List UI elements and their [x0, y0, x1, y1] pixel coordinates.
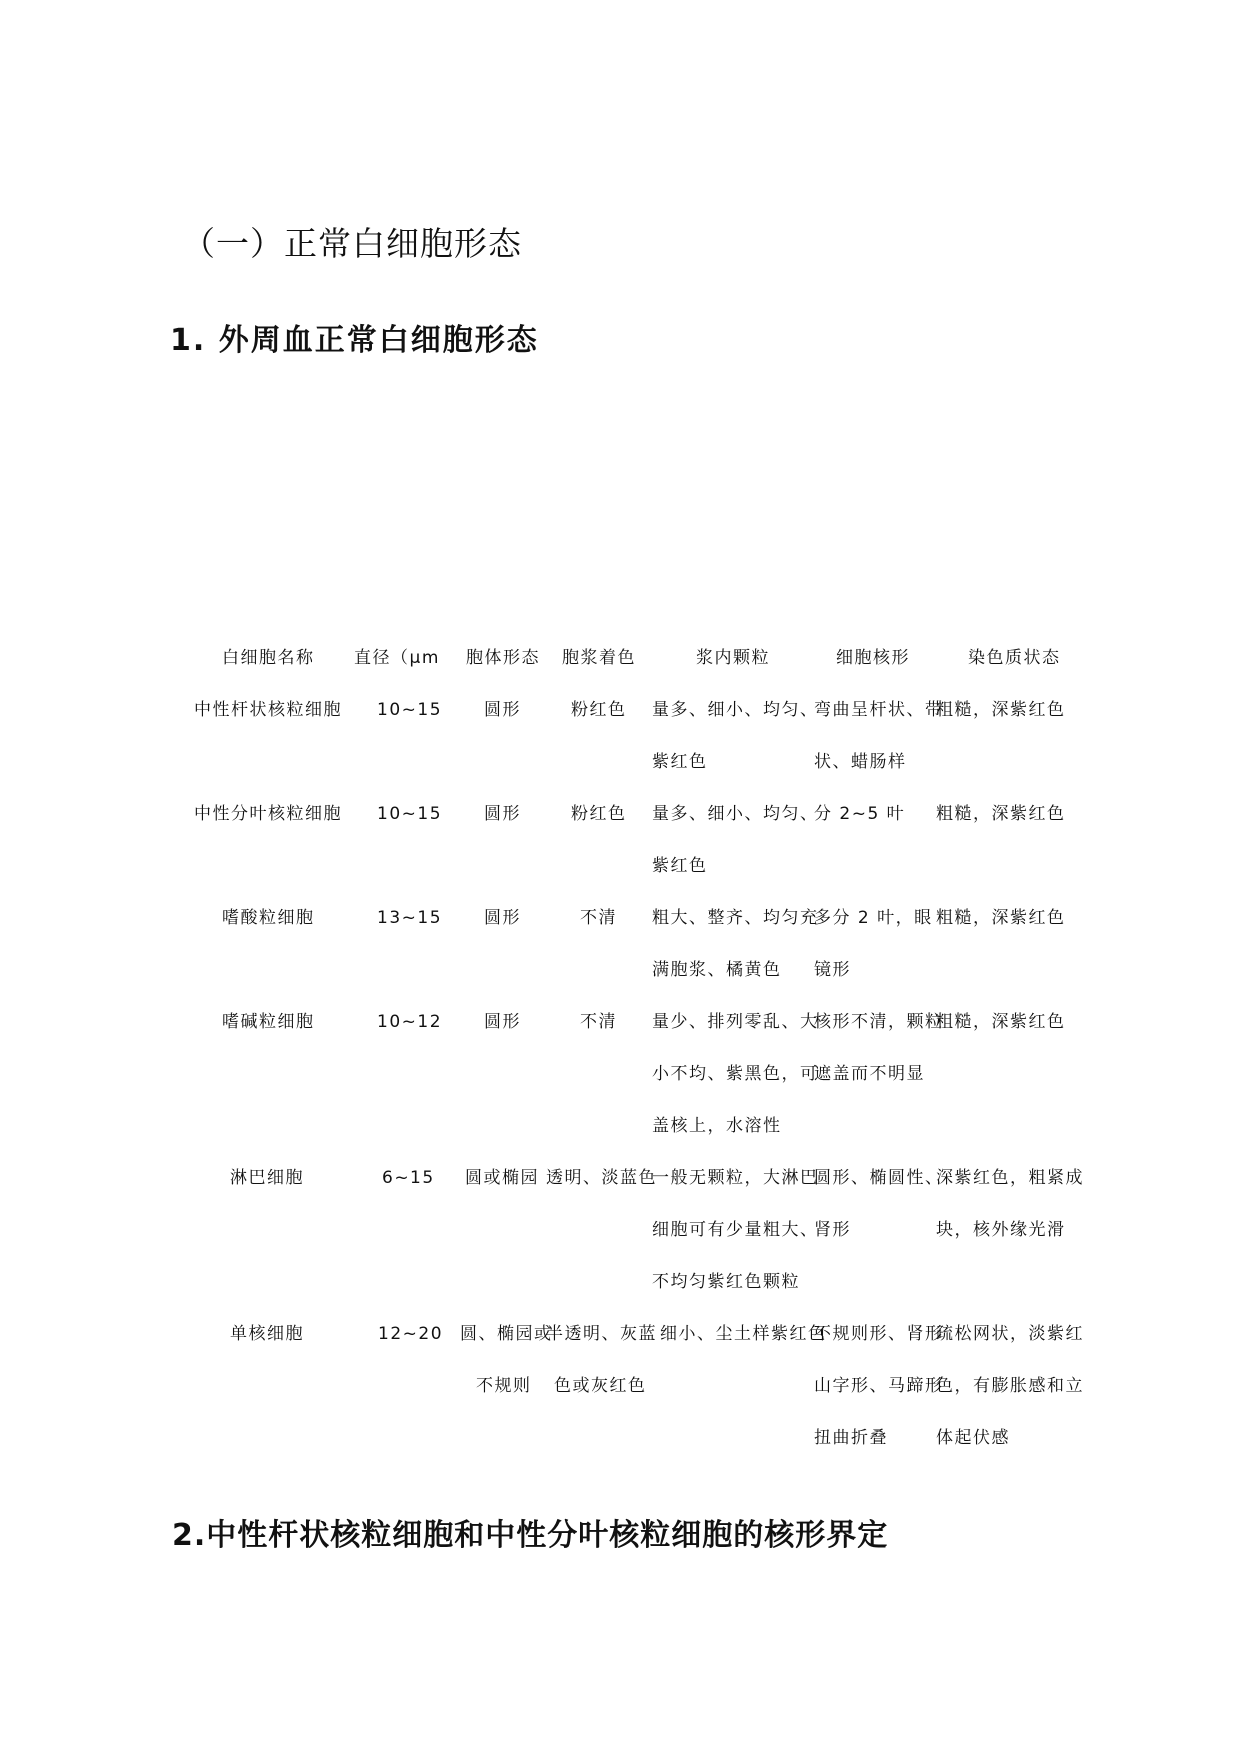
- cell-diameter: 10~12: [377, 1012, 443, 1032]
- cell-name: 嗜酸粒细胞: [222, 908, 315, 928]
- cell-granules-line: 细胞可有少量粗大、: [652, 1220, 819, 1240]
- cell-granules-line: 粗大、整齐、均匀充: [652, 908, 819, 928]
- cell-granules-line: 不均匀紫红色颗粒: [652, 1272, 800, 1292]
- cell-cytoplasm: 不清: [580, 908, 617, 928]
- cell-chromatin-line: 粗糙，深紫红色: [936, 700, 1066, 720]
- cell-granules-line: 量多、细小、均匀、: [652, 700, 819, 720]
- cell-name: 单核细胞: [230, 1324, 304, 1344]
- header-cell-granules: 浆内颗粒: [696, 648, 770, 668]
- cell-diameter: 6~15: [382, 1168, 435, 1188]
- header-cell-chromatin: 染色质状态: [968, 648, 1061, 668]
- cell-nucleus-line: 圆形、椭圆性、: [814, 1168, 944, 1188]
- cell-shape: 圆形: [484, 1012, 521, 1032]
- cell-granules-line: 量少、排列零乱、大: [652, 1012, 819, 1032]
- cell-nucleus-line: 弯曲呈杆状、带: [814, 700, 944, 720]
- cell-nucleus-line: 状、蜡肠样: [814, 752, 907, 772]
- cell-chromatin-line: 深紫红色，粗紧成: [936, 1168, 1084, 1188]
- header-cell-diameter: 直径（μm: [354, 648, 440, 668]
- cell-granules-line: 紫红色: [652, 856, 708, 876]
- cell-cytoplasm: 透明、淡蓝色: [546, 1168, 657, 1188]
- cell-cytoplasm-line: 色或灰红色: [554, 1376, 647, 1396]
- cell-nucleus-line: 扭曲折叠: [814, 1428, 888, 1448]
- cell-chromatin-line: 粗糙，深紫红色: [936, 908, 1066, 928]
- cell-name: 中性分叶核粒细胞: [194, 804, 342, 824]
- cell-shape-line: 圆、椭园或: [460, 1324, 553, 1344]
- cell-granules-line: 细小、尘土样紫红色: [660, 1324, 827, 1344]
- cell-nucleus-line: 分 2~5 叶: [814, 804, 906, 824]
- cell-diameter: 12~20: [378, 1324, 444, 1344]
- cell-nucleus-line: 山字形、马蹄形: [814, 1376, 944, 1396]
- cell-granules-line: 盖核上，水溶性: [652, 1116, 782, 1136]
- cell-shape: 圆形: [484, 804, 521, 824]
- subsection-title-1: 1. 外周血正常白细胞形态: [170, 323, 539, 358]
- cell-chromatin-line: 体起伏感: [936, 1428, 1010, 1448]
- cell-nucleus-line: 不规则形、肾形: [814, 1324, 944, 1344]
- cell-chromatin-line: 块，核外缘光滑: [936, 1220, 1066, 1240]
- cell-cytoplasm: 不清: [580, 1012, 617, 1032]
- cell-shape: 圆形: [484, 700, 521, 720]
- cell-nucleus-line: 肾形: [814, 1220, 851, 1240]
- cell-chromatin-line: 疏松网状，淡紫红: [936, 1324, 1084, 1344]
- cell-nucleus-line: 遮盖而不明显: [814, 1064, 925, 1084]
- cell-shape: 圆形: [484, 908, 521, 928]
- cell-chromatin-line: 粗糙，深紫红色: [936, 1012, 1066, 1032]
- header-cell-nucleus: 细胞核形: [836, 648, 910, 668]
- cell-nucleus-line: 多分 2 叶，眼: [814, 908, 933, 928]
- cell-cytoplasm: 粉红色: [571, 804, 627, 824]
- cell-cytoplasm: 粉红色: [571, 700, 627, 720]
- cell-diameter: 13~15: [377, 908, 443, 928]
- header-cell-cytoplasm: 胞浆着色: [562, 648, 636, 668]
- cell-granules-line: 小不均、紫黑色，可: [652, 1064, 819, 1084]
- cell-cytoplasm-line: 半透明、灰蓝: [546, 1324, 657, 1344]
- cell-diameter: 10~15: [377, 804, 443, 824]
- header-cell-shape: 胞体形态: [466, 648, 540, 668]
- header-cell-name: 白细胞名称: [222, 648, 315, 668]
- cell-shape-line: 不规则: [476, 1376, 532, 1396]
- cell-shape: 圆或椭园: [465, 1168, 539, 1188]
- cell-name: 中性杆状核粒细胞: [194, 700, 342, 720]
- cell-name: 嗜碱粒细胞: [222, 1012, 315, 1032]
- cell-nucleus-line: 核形不清，颗粒: [814, 1012, 944, 1032]
- cell-chromatin-line: 色，有膨胀感和立: [936, 1376, 1084, 1396]
- cell-name: 淋巴细胞: [230, 1168, 304, 1188]
- cell-granules-line: 量多、细小、均匀、: [652, 804, 819, 824]
- cell-granules-line: 满胞浆、橘黄色: [652, 960, 782, 980]
- cell-granules-line: 紫红色: [652, 752, 708, 772]
- subsection-title-2: 2.中性杆状核粒细胞和中性分叶核粒细胞的核形界定: [172, 1518, 889, 1553]
- cell-diameter: 10~15: [377, 700, 443, 720]
- section-title: （一）正常白细胞形态: [182, 224, 522, 263]
- cell-nucleus-line: 镜形: [814, 960, 851, 980]
- cell-granules-line: 一般无颗粒，大淋巴: [652, 1168, 819, 1188]
- cell-chromatin-line: 粗糙，深紫红色: [936, 804, 1066, 824]
